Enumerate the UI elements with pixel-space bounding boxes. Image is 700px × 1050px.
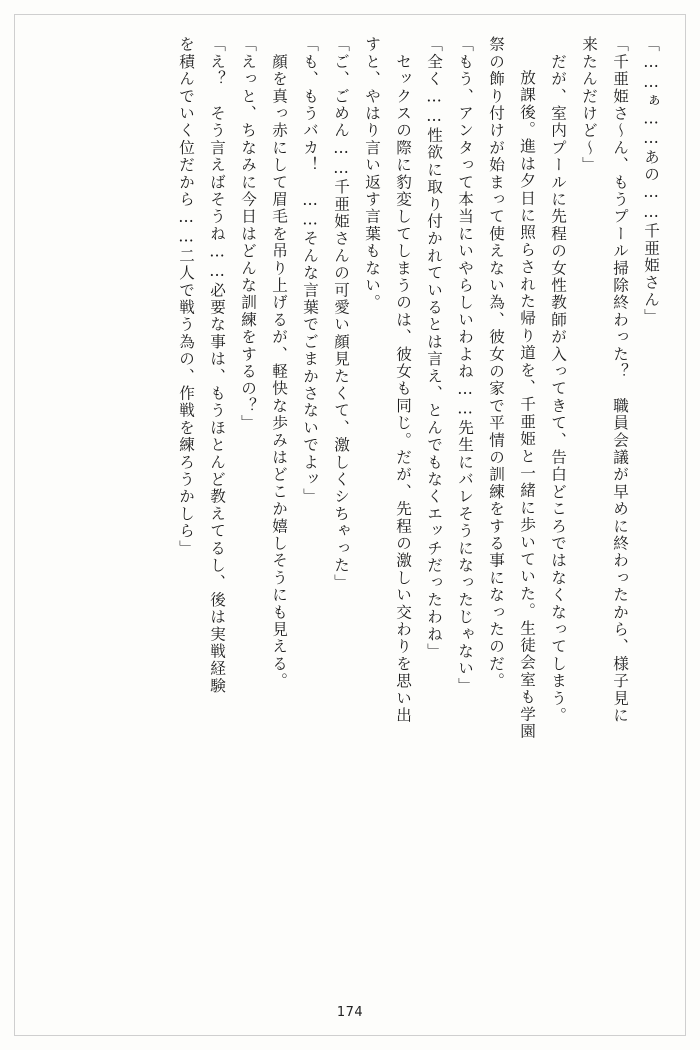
vertical-text-body — [34, 36, 666, 966]
text-line: 放課後。進は夕日に照らされた帰り道を、千亜姫と一緒に歩いていた。生徒会室も学園 — [518, 52, 536, 740]
text-line: 「……ぁ……あの……千亜姫さん」 — [642, 36, 660, 326]
text-line: 「え？ そう言えばそうね……必要な事は、もうほとんど教えてるし、後は実戦経験 — [208, 36, 226, 695]
text-line: 「ご、ごめん……千亜姫さんの可愛い顔見たくて、激しくシちゃった」 — [332, 36, 350, 592]
text-line: 「千亜姫さ～ん、もうプール掃除終わった？ 職員会議が早めに終わったから、様子見に — [611, 36, 629, 724]
text-line: 「も、もうバカ！ ……そんな言葉でごまかさないでよッ」 — [301, 36, 319, 506]
text-line: だが、室内プールに先程の女性教師が入ってきて、告白どころではなくなってしまう。 — [549, 36, 567, 724]
text-line: 来たんだけど～」 — [580, 36, 598, 174]
text-line: 「全く……性欲に取り付かれているとは言え、とんでもなくエッチだったわね」 — [425, 36, 443, 660]
text-line: セックスの際に豹変してしまうのは、彼女も同じ。だが、先程の激しい交わりを思い出 — [394, 36, 412, 724]
text-line: すと、やはり言い返す言葉もない。 — [363, 36, 381, 312]
text-line: 祭の飾り付けが始まって使えない為、彼女の家で平情の訓練をする事になったのだ。 — [487, 36, 505, 690]
text-line: 「えっと、ちなみに今日はどんな訓練をするの？」 — [239, 36, 257, 432]
text-line: を積んでいく位だから……二人で戦う為の、作戦を練ろうかしら」 — [177, 36, 195, 557]
text-line: 「もう、アンタって本当にいやらしいわよね……先生にバレそうになったじゃない」 — [456, 36, 474, 695]
text-line: 顔を真っ赤にして眉毛を吊り上げるが、軽快な歩みはどこか嬉しそうにも見える。 — [270, 36, 288, 690]
page-number: 174 — [336, 1005, 364, 1020]
